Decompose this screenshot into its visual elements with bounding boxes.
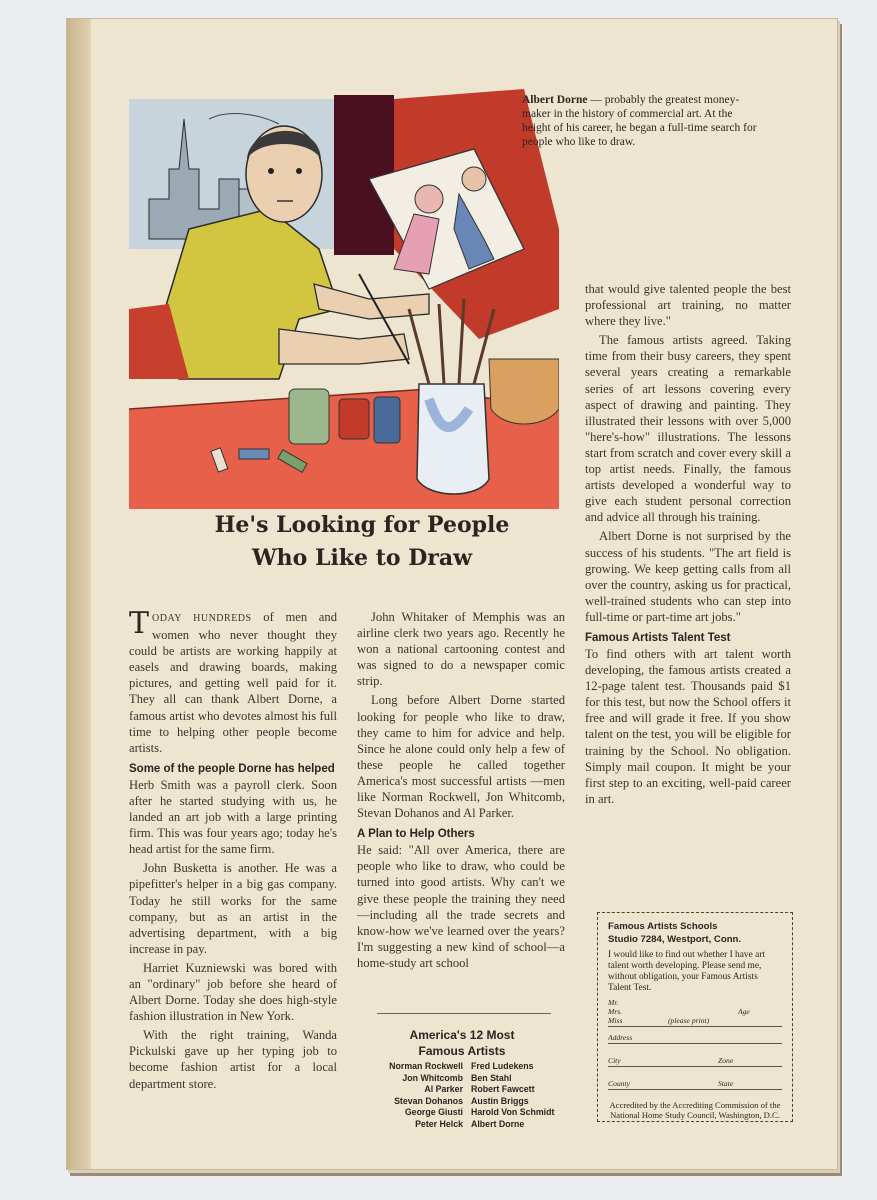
mr-label: Mr. bbox=[608, 998, 619, 1007]
artist-name: Robert Fawcett bbox=[471, 1084, 535, 1095]
caption-name: Albert Dorne bbox=[522, 94, 588, 106]
artist-name: Harold Von Schmidt bbox=[471, 1107, 555, 1118]
artist-row bbox=[357, 1119, 577, 1131]
paragraph: Harriet Kuzniewski was bored with an "ordinary" job before she heard of Albert Dorne. Today she does high-style fashion illustration in New York. bbox=[129, 960, 337, 1024]
city-zone-field[interactable] bbox=[608, 1056, 782, 1067]
artist-caption bbox=[522, 93, 762, 149]
artist-name: Jon Whitcomb bbox=[402, 1072, 463, 1083]
paragraph: John Busketta is another. He was a pipefitter's helper in a big gas company. Today he still works for the same company, but as an artist in the advertising department, with a big increase in pay. bbox=[129, 861, 337, 956]
artist-name: Norman Rockwell bbox=[389, 1061, 463, 1071]
artist-name: Peter Helck bbox=[415, 1118, 463, 1129]
age-label: Age bbox=[738, 1007, 750, 1016]
coupon-title bbox=[608, 921, 782, 946]
city-label: City bbox=[608, 1056, 621, 1065]
county-label: County bbox=[608, 1079, 630, 1088]
artist-name: Albert Dorne bbox=[471, 1118, 525, 1129]
artist-row bbox=[357, 1073, 577, 1085]
article-column-2 bbox=[357, 609, 565, 974]
artists-box-title bbox=[357, 1027, 567, 1059]
subhead-people-helped: Some of the people Dorne has helped bbox=[129, 762, 335, 775]
coupon-title-line-2: Studio 7284, Westport, Conn. bbox=[608, 933, 742, 945]
paragraph: that would give talented people the best professional art training, no matter where they live." bbox=[585, 282, 791, 329]
headline-line-2: Who Like to Draw bbox=[251, 545, 473, 571]
paragraph: The famous artists agreed. Taking time from their busy careers, they spent several years creating a remarkable series of art lessons covering every aspect of drawing and painting. They illustrated their lessons with over 5,000 "here's-how" illustrations. The lessons start from scratch and cover every skill a top artist needs. Finally, the famous artists developed a wonderful way to give each student personal correction and advice all through his training. bbox=[585, 333, 791, 525]
artist-row bbox=[357, 1061, 577, 1073]
artists-title-line-2: Famous Artists bbox=[418, 1044, 506, 1058]
artists-title-line-1: America's 12 Most bbox=[409, 1028, 515, 1042]
paragraph bbox=[129, 606, 337, 756]
state-label: State bbox=[718, 1079, 734, 1088]
coupon-title-line-1: Famous Artists Schools bbox=[608, 921, 718, 932]
spine-edge bbox=[67, 19, 91, 1169]
lead-small-caps: ODAY HUNDREDS bbox=[152, 613, 252, 624]
zone-label: Zone bbox=[718, 1056, 734, 1065]
drop-cap: T bbox=[129, 606, 150, 641]
miss-label: Miss bbox=[608, 1016, 623, 1025]
paragraph: He said: "All over America, there are people who like to draw, who could be turned into good artists. Why can't we give these people the training they need—including all the trade secrets and know-how we've learned over the years? I'm suggesting a new kind of school—a home-study art school bbox=[357, 843, 565, 970]
illustration-artist-at-easel bbox=[129, 79, 559, 509]
paragraph: Long before Albert Dorne started looking for people who like to draw, they came to him for advice and help. Since he alone could only help a few of these people he called together America's most successful artists —men like Norman Rockwell, Jon Whitcomb, Stevan Dohanos and Al Parker. bbox=[357, 693, 565, 821]
address-field[interactable] bbox=[608, 1033, 782, 1044]
caption-text: — probably the greatest money-maker in the history of commercial art. At the height of his career, he began a full-time search for people who like to draw. bbox=[522, 94, 757, 148]
artist-row bbox=[357, 1084, 577, 1096]
artist-name: Ben Stahl bbox=[471, 1072, 512, 1083]
address-label: Address bbox=[608, 1033, 633, 1042]
article-column-3 bbox=[585, 281, 791, 810]
article-column-1 bbox=[129, 606, 337, 1095]
headline bbox=[127, 509, 597, 575]
paragraph: Albert Dorne is not surprised by the success of his students. "The art field is growing. We keep getting calls from all over the country, asking us for practical, well-trained students who can step into full-time or part-time art jobs." bbox=[585, 529, 791, 624]
county-state-field[interactable] bbox=[608, 1079, 782, 1090]
paragraph: John Whitaker of Memphis was an airline clerk two years ago. Recently he won a national cartooning contest and was signed to do a newspaper comic strip. bbox=[357, 610, 565, 689]
paragraph-text: of men and women who never thought they could be artists are working happily at easels and drawing boards, making pictures, and getting well paid for it. They all can thank Albert Dorne, a famous artist who devotes almost his full time to helping other people become artists. bbox=[129, 610, 337, 755]
artist-name: Fred Ludekens bbox=[471, 1061, 534, 1071]
artist-name: Al Parker bbox=[424, 1084, 463, 1095]
artist-name: Austin Briggs bbox=[471, 1095, 529, 1106]
subhead-plan: A Plan to Help Others bbox=[357, 828, 475, 841]
please-print-label: (please print) bbox=[668, 1016, 710, 1025]
divider bbox=[377, 1013, 551, 1014]
name-field[interactable] bbox=[608, 998, 782, 1027]
artist-name: George Giusti bbox=[404, 1107, 463, 1118]
accreditation-note: Accredited by the Accrediting Commission of the National Home Study Council, Washington, D.C. bbox=[609, 1100, 781, 1120]
artists-list bbox=[357, 1061, 577, 1131]
magazine-back-cover bbox=[66, 18, 838, 1170]
mrs-label: Mrs. bbox=[608, 1007, 623, 1016]
headline-line-1: He's Looking for People bbox=[214, 512, 510, 538]
paragraph: To find others with art talent worth developing, the famous artists created a 12-page talent test. Thousands paid $1 for this test, but now the School offers it free and will grade it free. If you show talent on the test, you will be eligible for training by the School. No obligation. Simply mail coupon. It might be your first step to an exciting, well-paid career in art. bbox=[585, 646, 791, 806]
subhead-talent-test: Famous Artists Talent Test bbox=[585, 631, 731, 644]
artist-row bbox=[357, 1096, 577, 1108]
coupon-body: I would like to find out whether I have art talent worth developing. Please send me, without obligation, your Famous Artists Talent Test. bbox=[608, 950, 765, 993]
artist-name: Stevan Dohanos bbox=[394, 1095, 463, 1106]
paragraph: Herb Smith was a payroll clerk. Soon after he started studying with us, he landed an art job with a large printing firm. This was four years ago; today he's head artist for the same firm. bbox=[129, 777, 337, 857]
mail-coupon[interactable] bbox=[597, 912, 793, 1122]
artist-row bbox=[357, 1107, 577, 1119]
paragraph: With the right training, Wanda Pickulski gave up her typing job to become fashion artist for a local department store. bbox=[129, 1028, 337, 1091]
